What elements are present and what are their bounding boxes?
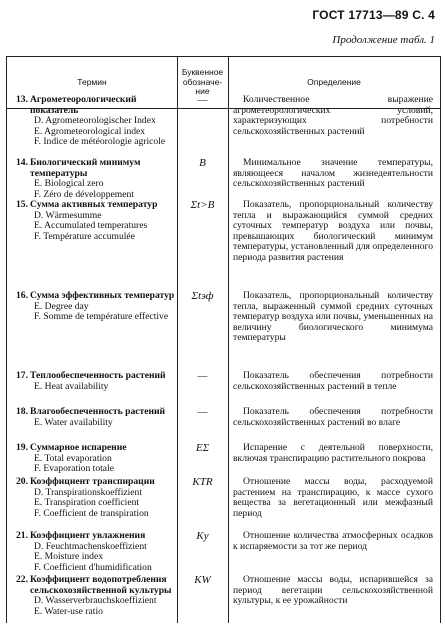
term-foreign: E. Heat availability bbox=[34, 380, 109, 392]
table-continuation-label: Продолжение табл. 1 bbox=[332, 34, 435, 46]
definition-cell: Отношение массы воды, испарившейся за период вегетации сельскохозяйственной культуры, к ее урожайности bbox=[233, 574, 433, 607]
standard-header: ГОСТ 17713—89 С. 4 bbox=[312, 8, 435, 22]
symbol-cell: EΣ bbox=[195, 442, 210, 454]
symbol-cell: — bbox=[197, 370, 208, 382]
term-foreign: D. Transpirationskoeffizient E. Transpiration coefficient F. Coefficient de transpiration bbox=[34, 486, 149, 519]
term-russian: Сумма эффективных температур bbox=[30, 290, 175, 301]
term-number: 13. bbox=[16, 94, 28, 105]
term-russian: Влагообеспеченность растений bbox=[30, 406, 166, 417]
definition-cell: Минимальное значение температуры, являющееся началом жизнедеятельности сельскохозяйственных растений bbox=[233, 157, 433, 190]
column-header-symbol: Буквенное обозначе-ние bbox=[181, 67, 224, 97]
term-foreign: D. Agrometeorologischer Index E. Agrometeorological index F. Indice de météorologie agricole bbox=[34, 115, 166, 148]
term-russian: Теплообеспеченность растений bbox=[30, 370, 166, 381]
term-foreign: D. Wärmesumme E. Accumulated temperatures F. Température accumulée bbox=[34, 209, 148, 242]
symbol-cell: — bbox=[197, 406, 208, 418]
term-number: 22. bbox=[16, 574, 28, 585]
term-foreign: D. Wasserverbrauchskoeffizient E. Water-use ratio bbox=[34, 595, 157, 617]
symbol-cell: Kу bbox=[196, 530, 209, 542]
term-russian: Биологический минимум температуры bbox=[30, 157, 141, 179]
term-russian: Коэффициент увлажнения bbox=[30, 530, 146, 541]
definition-cell: Отношение массы воды, расходуемой растением на транспирацию, к массе сухого вещества за вегетационный или межфазный период bbox=[233, 476, 433, 519]
term-number: 18. bbox=[16, 406, 28, 417]
term-russian: Коэффициент транспирации bbox=[30, 476, 155, 487]
symbol-cell: KW bbox=[194, 574, 211, 586]
symbol-cell: KTR bbox=[192, 476, 213, 488]
term-russian: Агрометеорологический показатель bbox=[30, 94, 137, 116]
term-foreign: E. Water availability bbox=[34, 416, 113, 428]
definition-cell: Отношение количества атмосферных осадков к испаряемости за тот же период bbox=[233, 530, 433, 552]
term-number: 15. bbox=[16, 199, 28, 210]
symbol-cell: Σtэф bbox=[191, 290, 214, 302]
term-foreign: D. Feuchtmachenskoeffizient E. Moisture index F. Coefficient d'humidification bbox=[34, 540, 152, 573]
term-number: 14. bbox=[16, 157, 28, 168]
term-number: 20. bbox=[16, 476, 28, 487]
terms-table bbox=[6, 56, 441, 623]
definition-cell: Количественное выражение агрометеорологических условий, характеризующих потребности сельскохозяйственных растений bbox=[233, 94, 433, 137]
term-russian: Сумма активных температур bbox=[30, 199, 158, 210]
term-foreign: E. Total evaporation F. Evaporation totale bbox=[34, 452, 114, 475]
term-russian: Суммарное испарение bbox=[30, 442, 127, 453]
term-number: 21. bbox=[16, 530, 28, 541]
term-number: 17. bbox=[16, 370, 28, 381]
definition-cell: Показатель, пропорциональный количеству тепла и выражающийся суммой средних суточных температур воздуха или почвы, превышающих биологический минимум температуры, установленный для определенного периода развития растения bbox=[233, 199, 433, 263]
term-number: 19. bbox=[16, 442, 28, 453]
symbol-cell: B bbox=[199, 157, 206, 169]
symbol-cell: — bbox=[197, 94, 208, 106]
column-header-definition: Определение bbox=[307, 76, 361, 87]
symbol-cell: Σt>B bbox=[190, 199, 215, 211]
term-russian: Коэффициент водопотребления сельскохозяйственной культуры bbox=[30, 574, 172, 596]
definition-cell: Показатель, пропорциональный количеству тепла, выраженный суммой средних суточных температур воздуха или почвы, уменьшенных на величину биологического минимума температуры bbox=[233, 290, 433, 344]
term-foreign: E. Biological zero F. Zéro de développement bbox=[34, 178, 134, 200]
definition-cell: Показатель обеспечения потребности сельскохозяйственных растений во влаге bbox=[233, 406, 433, 428]
term-foreign: E. Degree day F. Somme de température effective bbox=[34, 300, 169, 323]
column-header-term: Термин bbox=[77, 76, 107, 87]
definition-cell: Показатель обеспечения потребности сельскохозяйственных растений в тепле bbox=[233, 370, 433, 392]
definition-cell: Испарение с деятельной поверхности, включая транспирацию растительного покрова bbox=[233, 442, 433, 464]
term-number: 16. bbox=[16, 290, 28, 301]
column-divider bbox=[228, 57, 229, 623]
